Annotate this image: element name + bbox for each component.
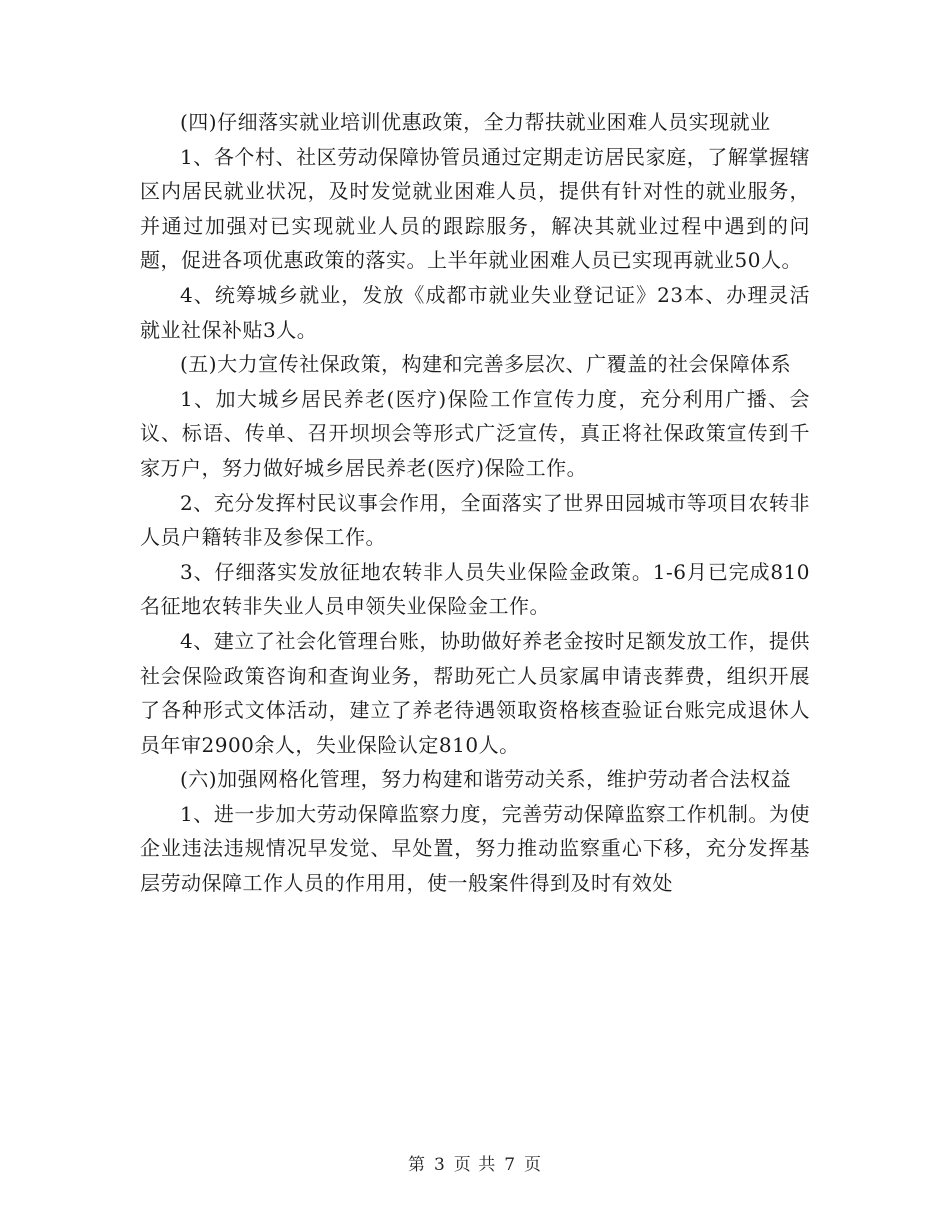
page-footer <box>0 1150 950 1175</box>
page-number: 3 <box>433 1155 446 1175</box>
footer-middle: 页 共 <box>453 1155 497 1175</box>
paragraph: 1、进一步加大劳动保障监察力度，完善劳动保障监察工作机制。为使企业违法违规情况早发觉、早处置，努力推动监察重心下移，充分发挥基层劳动保障工作人员的作用用，使一般案件得到及时有效处 <box>140 801 810 896</box>
paragraph: 1、加大城乡居民养老(医疗)保险工作宣传力度，充分利用广播、会议、标语、传单、召开坝坝会等形式广泛宣传，真正将社保政策宣传到千家万户，努力做好城乡居民养老(医疗)保险工作。 <box>140 386 810 480</box>
section-heading-5: (五)大力宣传社保政策，构建和完善多层次、广覆盖的社会保障体系 <box>180 352 792 377</box>
paragraph: 4、建立了社会化管理台账，协助做好养老金按时足额发放工作，提供社会保险政策咨询和查询业务，帮助死亡人员家属申请丧葬费，组织开展了各种形式文体活动，建立了养老待遇领取资格核查验证台账完成退休人员年审2900余人，失业保险认定810人。 <box>140 628 810 757</box>
paragraph: 1、各个村、社区劳动保障协管员通过定期走访居民家庭，了解掌握辖区内居民就业状况，及时发觉就业困难人员，提供有针对性的就业服务，并通过加强对已实现就业人员的跟踪服务，解决其就业过程中遇到的问题，促进各项优惠政策的落实。上半年就业困难人员已实现再就业50人。 <box>140 144 810 273</box>
footer-suffix: 页 <box>524 1155 543 1175</box>
paragraph: 2、充分发挥村民议事会作用，全面落实了世界田园城市等项目农转非人员户籍转非及参保工作。 <box>140 490 810 550</box>
document-body <box>140 105 810 901</box>
section-heading-6: (六)加强网格化管理，努力构建和谐劳动关系，维护劳动者合法权益 <box>180 767 792 792</box>
paragraph: 4、统筹城乡就业，发放《成都市就业失业登记证》23本、办理灵活就业社保补贴3人。 <box>140 282 810 342</box>
total-pages: 7 <box>504 1155 517 1175</box>
paragraph: 3、仔细落实发放征地农转非人员失业保险金政策。1-6月已完成810名征地农转非失业人员申领失业保险金工作。 <box>140 559 810 619</box>
footer-prefix: 第 <box>407 1155 426 1175</box>
section-heading-4: (四)仔细落实就业培训优惠政策，全力帮扶就业困难人员实现就业 <box>180 110 771 134</box>
